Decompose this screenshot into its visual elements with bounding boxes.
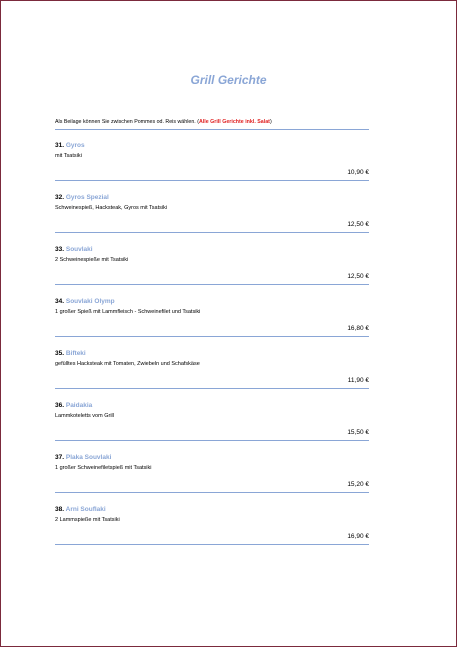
dish-price: 16,90 € [347,533,369,540]
dish-heading [55,246,93,253]
dish-price: 16,80 € [347,325,369,332]
dish-price: 12,50 € [347,221,369,228]
dish-description: mit Tsatsiki [55,153,82,159]
dish-divider [55,544,369,545]
dish-divider [55,388,369,389]
salad-included-note: Alle Grill Gerichte inkl. Salat [198,119,270,125]
dish-item [55,194,369,246]
dish-heading [55,298,115,305]
intro-divider [55,129,369,130]
dish-number: 31. [55,142,65,149]
dish-heading [55,194,109,201]
dish-item [55,402,369,454]
dish-name: Bifteki [65,350,86,357]
dish-number: 32. [55,194,65,201]
dish-description: gefülltes Hacksteak mit Tomaten, Zwiebeln und Schafskäse [55,361,200,367]
page-title: Grill Gerichte [190,73,267,87]
dish-price: 12,50 € [347,273,369,280]
dish-divider [55,440,369,441]
dish-price: 15,20 € [347,481,369,488]
dish-item [55,298,369,350]
dish-divider [55,492,369,493]
dish-description: 1 großer Spieß mit Lammfleisch - Schweinefilet und Tsatsiki [55,309,201,315]
dish-divider [55,180,369,181]
dish-heading [55,454,111,461]
dish-name: Souvlaki [65,246,93,253]
dish-description: Lammkoteletts vom Grill [55,413,114,419]
dish-divider [55,232,369,233]
dish-number: 36. [55,402,65,409]
dish-divider [55,284,369,285]
side-dish-close: ) [269,119,272,125]
dish-item [55,454,369,506]
side-dish-text: Als Beilage können Sie zwischen Pommes od. Reis wählen. ( [55,119,199,125]
dish-heading [55,350,86,357]
side-dish-note [55,119,375,125]
dish-description: 2 Schweinespieße mit Tsatsiki [55,257,129,263]
dish-name: Arni Souflaki [65,506,106,513]
dish-name: Plaka Souvlaki [65,454,112,461]
dish-number: 34. [55,298,65,305]
dish-number: 33. [55,246,65,253]
dish-heading [55,142,85,149]
dish-description: 1 großer Schweinefiletspieß mit Tsatsiki [55,465,152,471]
dish-number: 35. [55,350,65,357]
dish-name: Gyros [65,142,85,149]
dish-number: 37. [55,454,65,461]
dish-heading [55,506,106,513]
dish-divider [55,336,369,337]
dish-description: 2 Lammspieße mit Tsatsiki [55,517,120,523]
dish-description: Schweinespieß, Hacksteak, Gyros mit Tsatsiki [55,205,168,211]
dish-item [55,142,369,194]
dish-item [55,350,369,402]
dish-price: 15,50 € [347,429,369,436]
dish-price: 10,90 € [347,169,369,176]
dish-heading [55,402,92,409]
dish-name: Souvlaki Olymp [65,298,115,305]
dish-number: 38. [55,506,65,513]
dish-name: Gyros Spezial [65,194,109,201]
dish-price: 11,90 € [347,377,369,384]
dish-item [55,506,369,558]
dish-name: Paidakia [65,402,93,409]
dish-item [55,246,369,298]
